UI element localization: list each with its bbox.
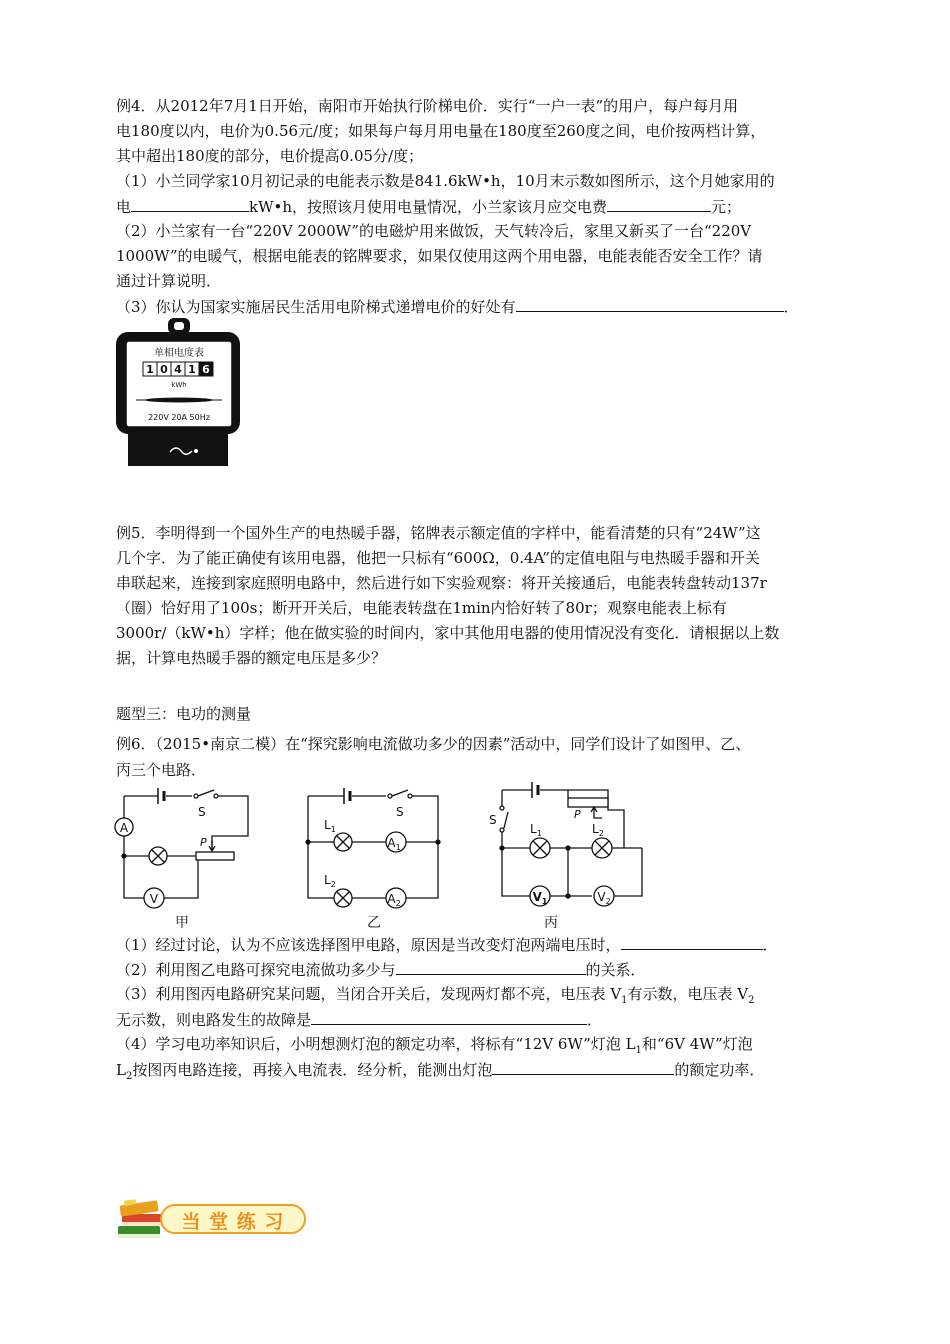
ex6-q1-line: （1）经过讨论，认为不应该选择图甲电路，原因是当改变灯泡两端电压时， ． bbox=[116, 936, 778, 954]
meter-digit: 1 bbox=[146, 363, 154, 376]
lamp-1-label: $L_1$ bbox=[324, 818, 336, 834]
lamp-2-label: $L_2$ bbox=[592, 822, 604, 838]
meter-rating: 220V 20A 50Hz bbox=[148, 413, 210, 422]
switch-label: S bbox=[396, 805, 404, 819]
voltmeter-label: V bbox=[149, 892, 159, 906]
circuit-yi bbox=[300, 784, 446, 914]
ex4-q1-line-2: 电 kW•h，按照该月使用电量情况，小兰家该月应交电费 元； bbox=[116, 198, 742, 216]
circuit-jia bbox=[112, 784, 256, 914]
ex4-q2-line-2: 1000W”的电暖气，根据电能表的铭牌要求，如果仅使用这两个用电器，电能表能否安全工作？请 bbox=[116, 247, 763, 265]
answer-blank bbox=[311, 1009, 587, 1025]
meter-digit: 1 bbox=[188, 363, 196, 376]
ex4-q1-line-1: （1）小兰同学家10月初记录的电能表示数是841.6kW•h，10月末示数如图所示，这个月她家用的 bbox=[116, 172, 775, 190]
answer-blank bbox=[607, 196, 711, 212]
ammeter-2-label: $A_2$ bbox=[387, 892, 401, 908]
ex6-q4-line-2: $L_2$按图丙电路连接，再接入电流表．经分析，能测出灯泡 的额定功率． bbox=[116, 1061, 765, 1082]
meter-title: 单相电度表 bbox=[154, 348, 204, 359]
ex4-q3-line: （3）你认为国家实施居民生活用电阶梯式递增电价的好处有 ． bbox=[116, 298, 799, 316]
ex6-q3-line-2: 无示数，则电路发生的故障是 ． bbox=[116, 1011, 603, 1029]
ex4-q2-line-3: 通过计算说明． bbox=[116, 272, 222, 290]
ex5-line-3: 串联起来，连接到家庭照明电路中，然后进行如下实验观察：将开关接通后，电能表转盘转动137r bbox=[116, 574, 767, 592]
section-heading: 题型三：电功的测量 bbox=[116, 705, 252, 723]
ex4-line-2: 电180度以内，电价为0.56元/度；如果每户每月用电量在180度至260度之间，电价按两档计算， bbox=[116, 122, 766, 140]
voltmeter-1-label: $V_1$ bbox=[532, 890, 548, 906]
ex5-line-6: 据，计算电热暖手器的额定电压是多少？ bbox=[116, 649, 387, 667]
meter-digits bbox=[143, 362, 213, 376]
figure-label-yi: 乙 bbox=[367, 915, 381, 931]
slider-label: P bbox=[574, 808, 581, 821]
ex4-q2-line-1: （2）小兰家有一台“220V 2000W”的电磁炉用来做饭，天气转冷后，家里又新买了一台“220V bbox=[116, 222, 752, 240]
ammeter-label: A bbox=[119, 821, 129, 835]
circuit-bing bbox=[486, 778, 650, 916]
switch-label: S bbox=[489, 813, 497, 827]
answer-blank bbox=[396, 959, 586, 975]
slider-label: P bbox=[200, 836, 207, 849]
answer-blank bbox=[131, 196, 249, 212]
answer-blank bbox=[516, 296, 784, 312]
meter-digit: 0 bbox=[160, 363, 168, 376]
ex6-line-2: 丙三个电路． bbox=[116, 761, 207, 779]
practice-banner bbox=[114, 1196, 308, 1244]
meter-digit: 4 bbox=[174, 363, 182, 376]
meter-unit: kWh bbox=[171, 381, 187, 389]
practice-label-box bbox=[160, 1204, 306, 1234]
ex5-line-2: 几个字．为了能正确使有该用电器，他把一只标有“600Ω，0.4A”的定值电阻与电热暖手器和开关 bbox=[116, 549, 760, 567]
ex5-line-5: 3000r/（kW•h）字样；他在做实验的时间内，家中其他用电器的使用情况没有变化．请根据以上数 bbox=[116, 624, 780, 642]
ex4-line-1: 例4．从2012年7月1日开始，南阳市开始执行阶梯电价．实行“一户一表”的用户，每户每月用 bbox=[116, 97, 739, 115]
ex6-q2-line: （2）利用图乙电路可探究电流做功多少与 的关系． bbox=[116, 961, 646, 979]
voltmeter-2-label: $V_2$ bbox=[597, 890, 611, 906]
ammeter-1-label: $A_1$ bbox=[387, 836, 401, 852]
practice-label: 当 堂 练 习 bbox=[181, 1211, 285, 1233]
ex4-line-3: 其中超出180度的部分，电价提高0.05分/度； bbox=[116, 147, 424, 165]
lamp-1-label: $L_1$ bbox=[530, 822, 542, 838]
switch-label: S bbox=[198, 805, 206, 819]
ex6-q3-line-1: （3）利用图丙电路研究某问题，当闭合开关后，发现两灯都不亮，电压表 $V_1$有示数，电压表 $V_2$ bbox=[116, 985, 755, 1006]
answer-blank bbox=[492, 1059, 674, 1075]
electric-meter-figure bbox=[114, 316, 246, 468]
figure-label-bing: 丙 bbox=[544, 915, 558, 931]
ex5-line-1: 例5．李明得到一个国外生产的电热暖手器，铭牌表示额定值的字样中，能看清楚的只有“24W”这 bbox=[116, 524, 761, 542]
ex6-line-1: 例6．（2015•南京二模）在“探究影响电流做功多少的因素”活动中，同学们设计了如图甲、乙、 bbox=[116, 735, 751, 753]
answer-blank bbox=[621, 934, 763, 950]
meter-digit: 6 bbox=[202, 363, 210, 376]
figure-label-jia: 甲 bbox=[175, 915, 189, 931]
ex5-line-4: （圈）恰好用了100s；断开开关后，电能表转盘在1min内恰好转了80r；观察电能表上标有 bbox=[116, 599, 727, 617]
ex6-q4-line-1: （4）学习电功率知识后，小明想测灯泡的额定功率，将标有“12V 6W”灯泡 $L_1$和“6V 4W”灯泡 bbox=[116, 1035, 753, 1056]
lamp-2-label: $L_2$ bbox=[324, 873, 336, 889]
